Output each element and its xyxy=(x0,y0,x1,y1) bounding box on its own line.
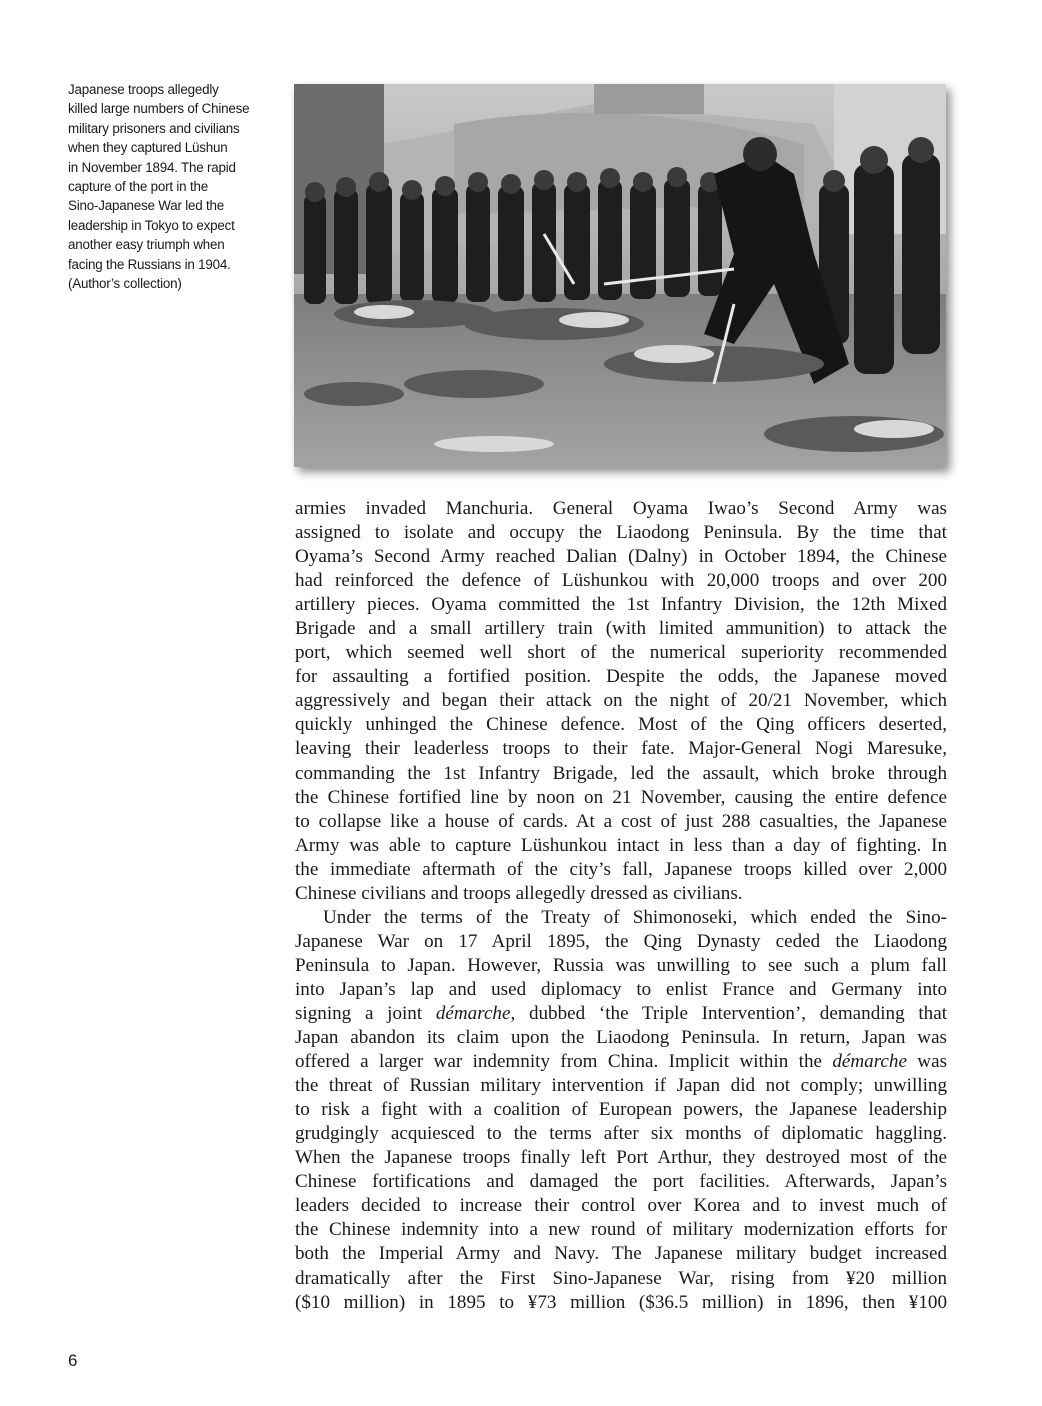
text-run: offered a larger war indemnity from China. Implicit within the xyxy=(295,1051,833,1073)
historical-photo-soldiers-icon xyxy=(294,84,946,467)
text-run: was xyxy=(906,1051,947,1073)
text-line: Japan abandon its claim upon the Liaodong Peninsula. In return, Japan was xyxy=(295,1027,947,1049)
text-line: Army was able to capture Lüshunkou intact in less than a day of fighting. In xyxy=(295,834,947,856)
italic-term: démarche xyxy=(435,1002,511,1024)
text-line: Under the terms of the Treaty of Shimonoseki, which ended the Sino- xyxy=(323,906,947,928)
caption-line: Japanese troops allegedly xyxy=(68,82,219,97)
text-line: the immediate aftermath of the city’s fall, Japanese troops killed over 2,000 xyxy=(295,858,947,880)
text-line: to risk a fight with a coalition of European powers, the Japanese leadership xyxy=(295,1099,947,1121)
text-line: dramatically after the First Sino-Japanese War, rising from ¥20 million xyxy=(295,1267,947,1289)
caption-line: when they captured Lüshun xyxy=(68,140,228,156)
text-line: into Japan’s lap and used diplomacy to enlist France and Germany into xyxy=(295,978,947,1000)
text-line: grudgingly acquiesced to the terms after six months of diplomatic haggling. xyxy=(295,1123,947,1145)
caption-line: killed large numbers of Chinese xyxy=(68,101,250,117)
body-text xyxy=(295,497,947,1315)
text-line: Chinese civilians and troops allegedly dressed as civilians. xyxy=(295,882,743,904)
text-line: leaving their leaderless troops to their fate. Major-General Nogi Maresuke, xyxy=(295,738,947,760)
text-line: Brigade and a small artillery train (with limited ammunition) to attack the xyxy=(295,618,947,640)
text-line: assigned to isolate and occupy the Liaodong Peninsula. By the time that xyxy=(295,522,947,544)
caption-line: leadership in Tokyo to expect xyxy=(68,217,235,233)
text-line: ($10 million) in 1895 to ¥73 million ($36.5 million) in 1896, then ¥100 xyxy=(295,1291,947,1313)
caption-line: military prisoners and civilians xyxy=(68,120,240,136)
text-line: to collapse like a house of cards. At a cost of just 288 casualties, the Japanese xyxy=(295,810,947,832)
text-line: aggressively and began their attack on the night of 20/21 November, which xyxy=(295,690,947,712)
text-line: leaders decided to increase their control over Korea and to invest much of xyxy=(295,1195,947,1217)
text-run: , dubbed ‘the Triple Intervention’, demanding that xyxy=(510,1002,947,1024)
caption-line: another easy triumph when xyxy=(68,237,225,253)
text-line: for assaulting a fortified position. Despite the odds, the Japanese moved xyxy=(295,666,947,688)
text-line-mixed xyxy=(295,1002,947,1026)
text-line: quickly unhinged the Chinese defence. Most of the Qing officers deserted, xyxy=(295,714,947,736)
page-number: 6 xyxy=(68,1351,78,1370)
caption-line: (Author’s collection) xyxy=(68,276,182,292)
text-line: the Chinese fortified line by noon on 21 November, causing the entire defence xyxy=(295,786,947,808)
text-run: signing a joint xyxy=(295,1002,436,1024)
text-line: the threat of Russian military intervention if Japan did not comply; unwilling xyxy=(295,1075,947,1097)
text-line: Japanese War on 17 April 1895, the Qing Dynasty ceded the Liaodong xyxy=(295,930,947,952)
text-line: Chinese fortifications and damaged the port facilities. Afterwards, Japan’s xyxy=(295,1171,947,1193)
historical-photo xyxy=(294,84,946,467)
text-line: Peninsula to Japan. However, Russia was unwilling to see such a plum fall xyxy=(295,954,947,976)
text-line: the Chinese indemnity into a new round of military modernization efforts for xyxy=(295,1219,947,1241)
text-line: Oyama’s Second Army reached Dalian (Dalny) in October 1894, the Chinese xyxy=(295,546,947,568)
text-line-mixed xyxy=(295,1050,947,1074)
text-line: When the Japanese troops finally left Port Arthur, they destroyed most of the xyxy=(295,1147,947,1169)
caption-line: Sino-Japanese War led the xyxy=(68,198,225,214)
text-line: port, which seemed well short of the numerical superiority recommended xyxy=(295,642,947,664)
caption-line: capture of the port in the xyxy=(68,179,208,195)
caption-line: in November 1894. The rapid xyxy=(68,159,236,175)
text-line: artillery pieces. Oyama committed the 1st Infantry Division, the 12th Mixed xyxy=(295,594,947,616)
italic-term: démarche xyxy=(832,1051,907,1073)
photo-caption xyxy=(68,80,273,293)
text-line: both the Imperial Army and Navy. The Japanese military budget increased xyxy=(295,1243,947,1265)
text-line: commanding the 1st Infantry Brigade, led the assault, which broke through xyxy=(295,762,947,784)
text-line: armies invaded Manchuria. General Oyama Iwao’s Second Army was xyxy=(295,498,947,519)
caption-line: facing the Russians in 1904. xyxy=(68,256,231,272)
text-line: had reinforced the defence of Lüshunkou with 20,000 troops and over 200 xyxy=(295,570,947,592)
